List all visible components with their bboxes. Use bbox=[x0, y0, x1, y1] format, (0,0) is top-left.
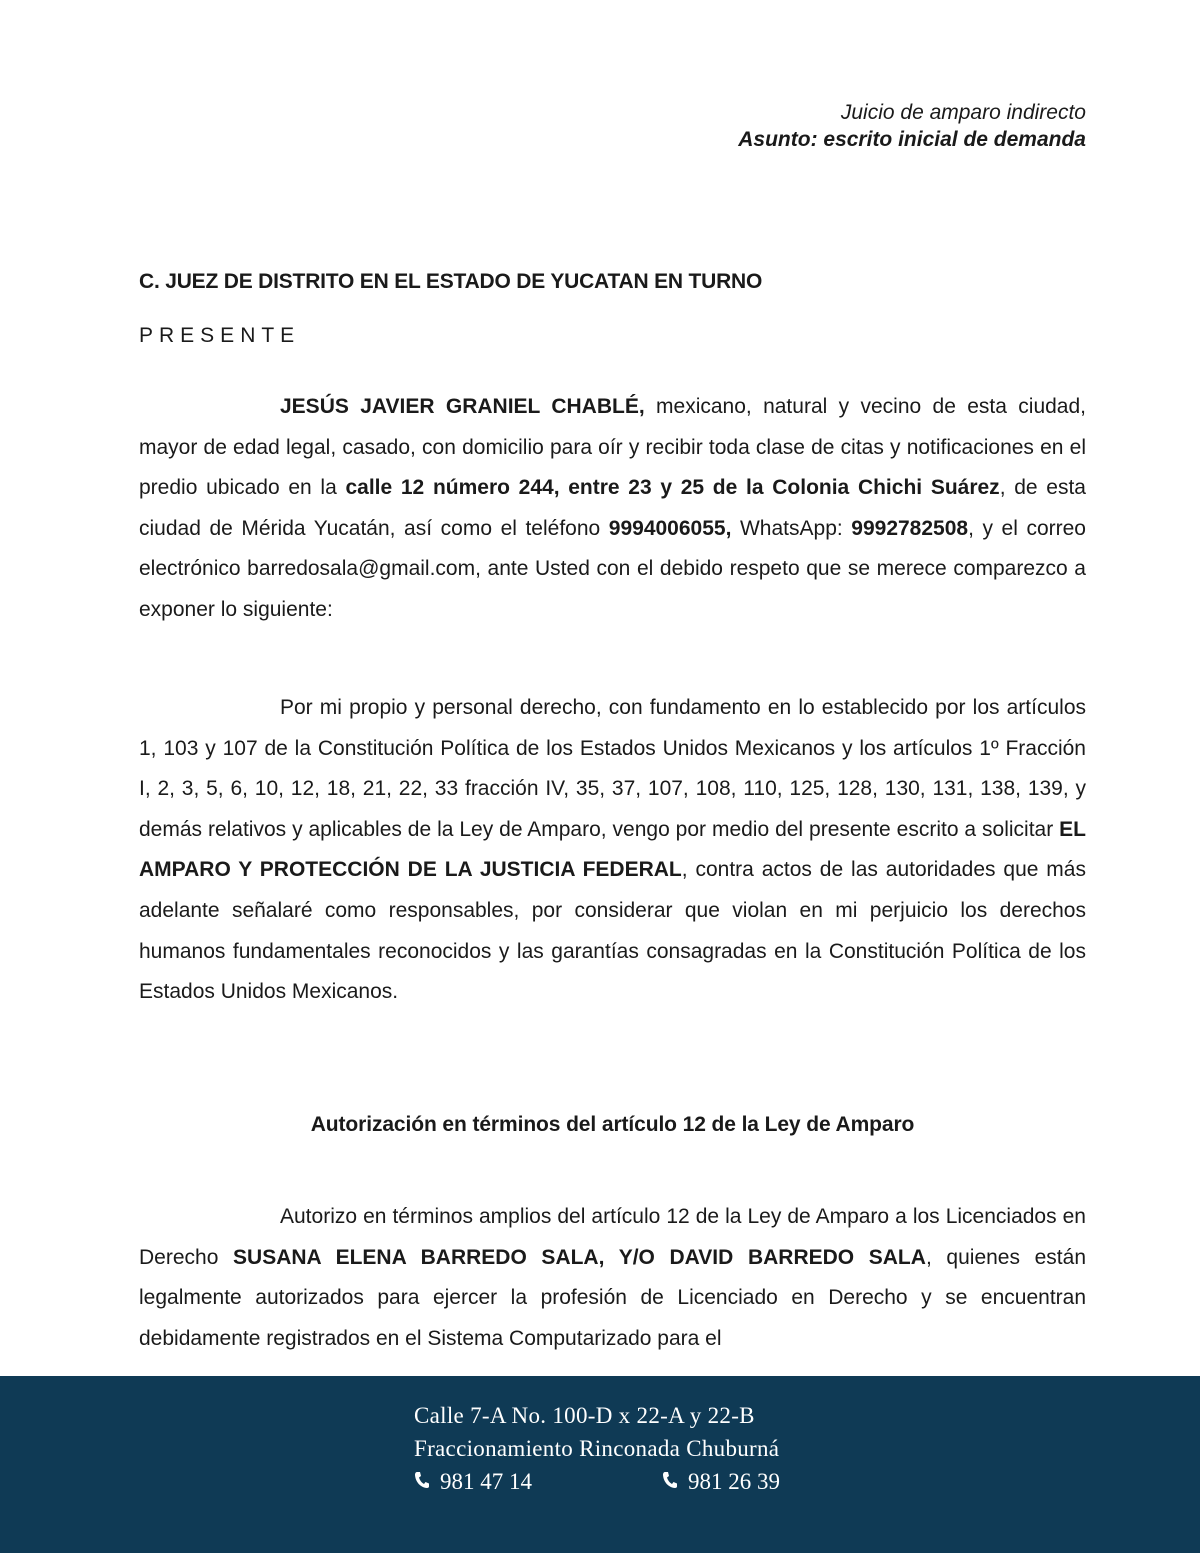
authorized-lawyers: SUSANA ELENA BARREDO SALA, Y/O DAVID BARREDO SALA bbox=[233, 1245, 926, 1269]
phone-icon bbox=[414, 1469, 440, 1495]
footer-phone-1 bbox=[414, 1469, 532, 1495]
case-header bbox=[738, 99, 1086, 153]
recipient-heading: C. JUEZ DE DISTRITO EN EL ESTADO DE YUCATAN EN TURNO bbox=[139, 270, 763, 293]
footer-address-line2: Fraccionamiento Rinconada Chuburná bbox=[414, 1436, 780, 1461]
amparo-request: EL AMPARO Y PROTECCIÓN DE LA JUSTICIA FEDERAL bbox=[139, 817, 1086, 882]
footer-address-line1: Calle 7-A No. 100-D x 22-A y 22-B bbox=[414, 1403, 755, 1428]
petitioner-phone: 9994006055, bbox=[608, 516, 732, 540]
petitioner-whatsapp: 9992782508 bbox=[851, 516, 969, 540]
phone-icon bbox=[662, 1469, 688, 1495]
petitioner-address: calle 12 número 244, entre 23 y 25 de la Colonia Chichi Suárez bbox=[345, 476, 1000, 500]
petitioner-name: JESÚS JAVIER GRANIEL CHABLÉ, bbox=[280, 395, 645, 418]
case-subject: Asunto: escrito inicial de demanda bbox=[738, 128, 1086, 151]
section-heading-authorization: Autorización en términos del artículo 12 de la Ley de Amparo bbox=[310, 1113, 915, 1136]
footer-phone-2 bbox=[662, 1469, 780, 1495]
paragraph-legal-basis: Por mi propio y personal derecho, con fundamento en lo establecido por los artículos 1, 103 y 107 de la Constitución Política de los Estados Unidos Mexicanos y los artículos 1º Fracción I, 2, 3, 5, 6, 10, 12, 18, 21, 22, 33 fracción IV, 35, 37, 107, 108, 110, 125, 128, 130, 131, 138, 139, y demás relativos y aplicables de la Ley de Amparo, vengo por medio del presente escrito a solicitar EL AMPARO Y PROTECCIÓN DE LA JUSTICIA FEDERAL, contra actos de las autoridades que más adelante señalaré como responsables, por considerar que violan en mi perjuicio los derechos humanos fundamentales reconocidos y las garantías consagradas en la Constitución Política de los Estados Unidos Mexicanos. bbox=[139, 696, 1086, 1004]
presente-label: PRESENTE bbox=[139, 324, 301, 347]
letterhead-footer bbox=[0, 1376, 1200, 1553]
footer-phone-number-1: 981 47 14 bbox=[440, 1469, 532, 1494]
paragraph-introduction: JESÚS JAVIER GRANIEL CHABLÉ, mexicano, natural y vecino de esta ciudad, mayor de edad legal, casado, con domicilio para oír y recibir toda clase de citas y notificaciones en el predio ubicado en la calle 12 número 244, entre 23 y 25 de la Colonia Chichi Suárez, de esta ciudad de Mérida Yucatán, así como el teléfono 9994006055, WhatsApp: 9992782508, y el correo electrónico barredosala@gmail.com, ante Usted con el debido respeto que se merece comparezco a exponer lo siguiente: bbox=[139, 395, 1087, 621]
paragraph-authorization: Autorizo en términos amplios del artículo 12 de la Ley de Amparo a los Licenciados en Derecho SUSANA ELENA BARREDO SALA, Y/O DAVID BARREDO SALA, quienes están legalmente autorizados para ejercer la profesión de Licenciado en Derecho y se encuentran debidamente registrados en el Sistema Computarizado para el bbox=[139, 1205, 1086, 1350]
footer-phone-number-2: 981 26 39 bbox=[688, 1469, 780, 1494]
case-type: Juicio de amparo indirecto bbox=[840, 101, 1086, 124]
